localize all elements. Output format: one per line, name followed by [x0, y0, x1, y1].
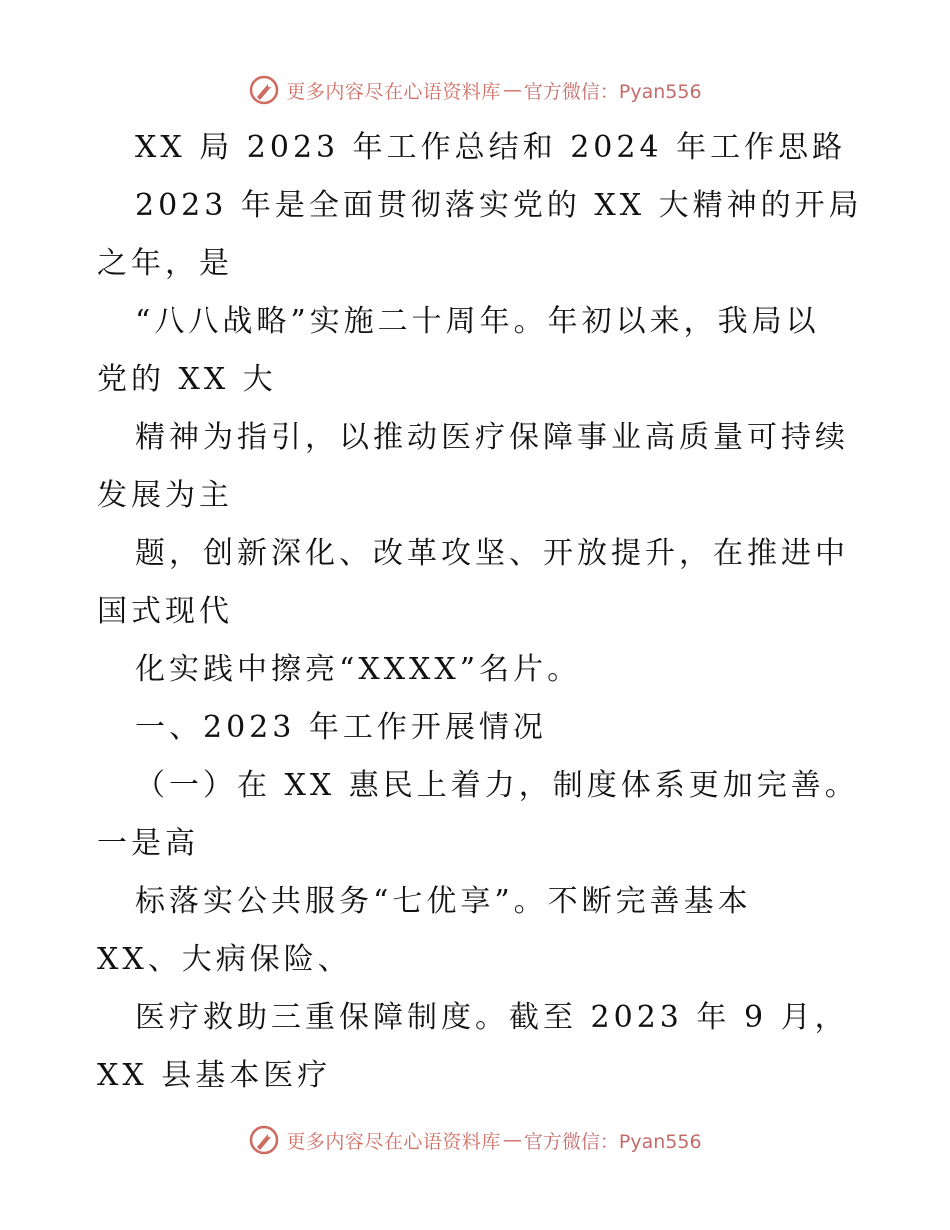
watermark-separator: — — [502, 1129, 522, 1151]
pen-nib-logo-icon — [248, 74, 280, 106]
paragraph-line: “八八战略”实施二十周年。年初以来，我局以 — [135, 304, 820, 339]
watermark-separator: — — [502, 79, 522, 101]
paragraph-line: 医疗救助三重保障制度。截至 2023 年 9 月， — [135, 1000, 849, 1035]
watermark-wechat-text: 官方微信：Pyan556 — [523, 1130, 702, 1153]
paragraph-line: 党的 XX 大 — [97, 362, 277, 397]
paragraph-line: 发展为主 — [97, 478, 233, 513]
watermark-footer — [0, 1120, 950, 1160]
paragraph-line: 之年，是 — [97, 246, 233, 281]
paragraph-line: 化实践中擦亮“XXXX”名片。 — [135, 652, 582, 687]
subsection-heading: （一）在 XX 惠民上着力，制度体系更加完善。 — [135, 768, 859, 803]
paragraph-line: 精神为指引，以推动医疗保障事业高质量可持续 — [135, 420, 849, 455]
watermark-site-text: 更多内容尽在心语资料库 — [286, 1130, 501, 1153]
paragraph-line: 标落实公共服务“七优享”。不断完善基本 — [135, 884, 752, 919]
paragraph-line: 一是高 — [97, 826, 199, 861]
paragraph-line: 题，创新深化、改革攻坚、开放提升，在推进中 — [135, 536, 849, 571]
paragraph-line: XX 县基本医疗 — [97, 1058, 332, 1093]
paragraph-line: 国式现代 — [97, 594, 233, 629]
paragraph-line: 2023 年是全面贯彻落实党的 XX 大精神的开局 — [135, 188, 863, 223]
section-heading: 一、2023 年工作开展情况 — [135, 710, 547, 745]
watermark-wechat-text: 官方微信：Pyan556 — [523, 80, 702, 103]
pen-nib-logo-icon — [248, 1124, 280, 1156]
watermark-header — [0, 70, 950, 110]
paragraph-line: XX、大病保险、 — [97, 942, 352, 977]
document-title: XX 局 2023 年工作总结和 2024 年工作思路 — [135, 130, 847, 165]
watermark-site-text: 更多内容尽在心语资料库 — [286, 80, 501, 103]
